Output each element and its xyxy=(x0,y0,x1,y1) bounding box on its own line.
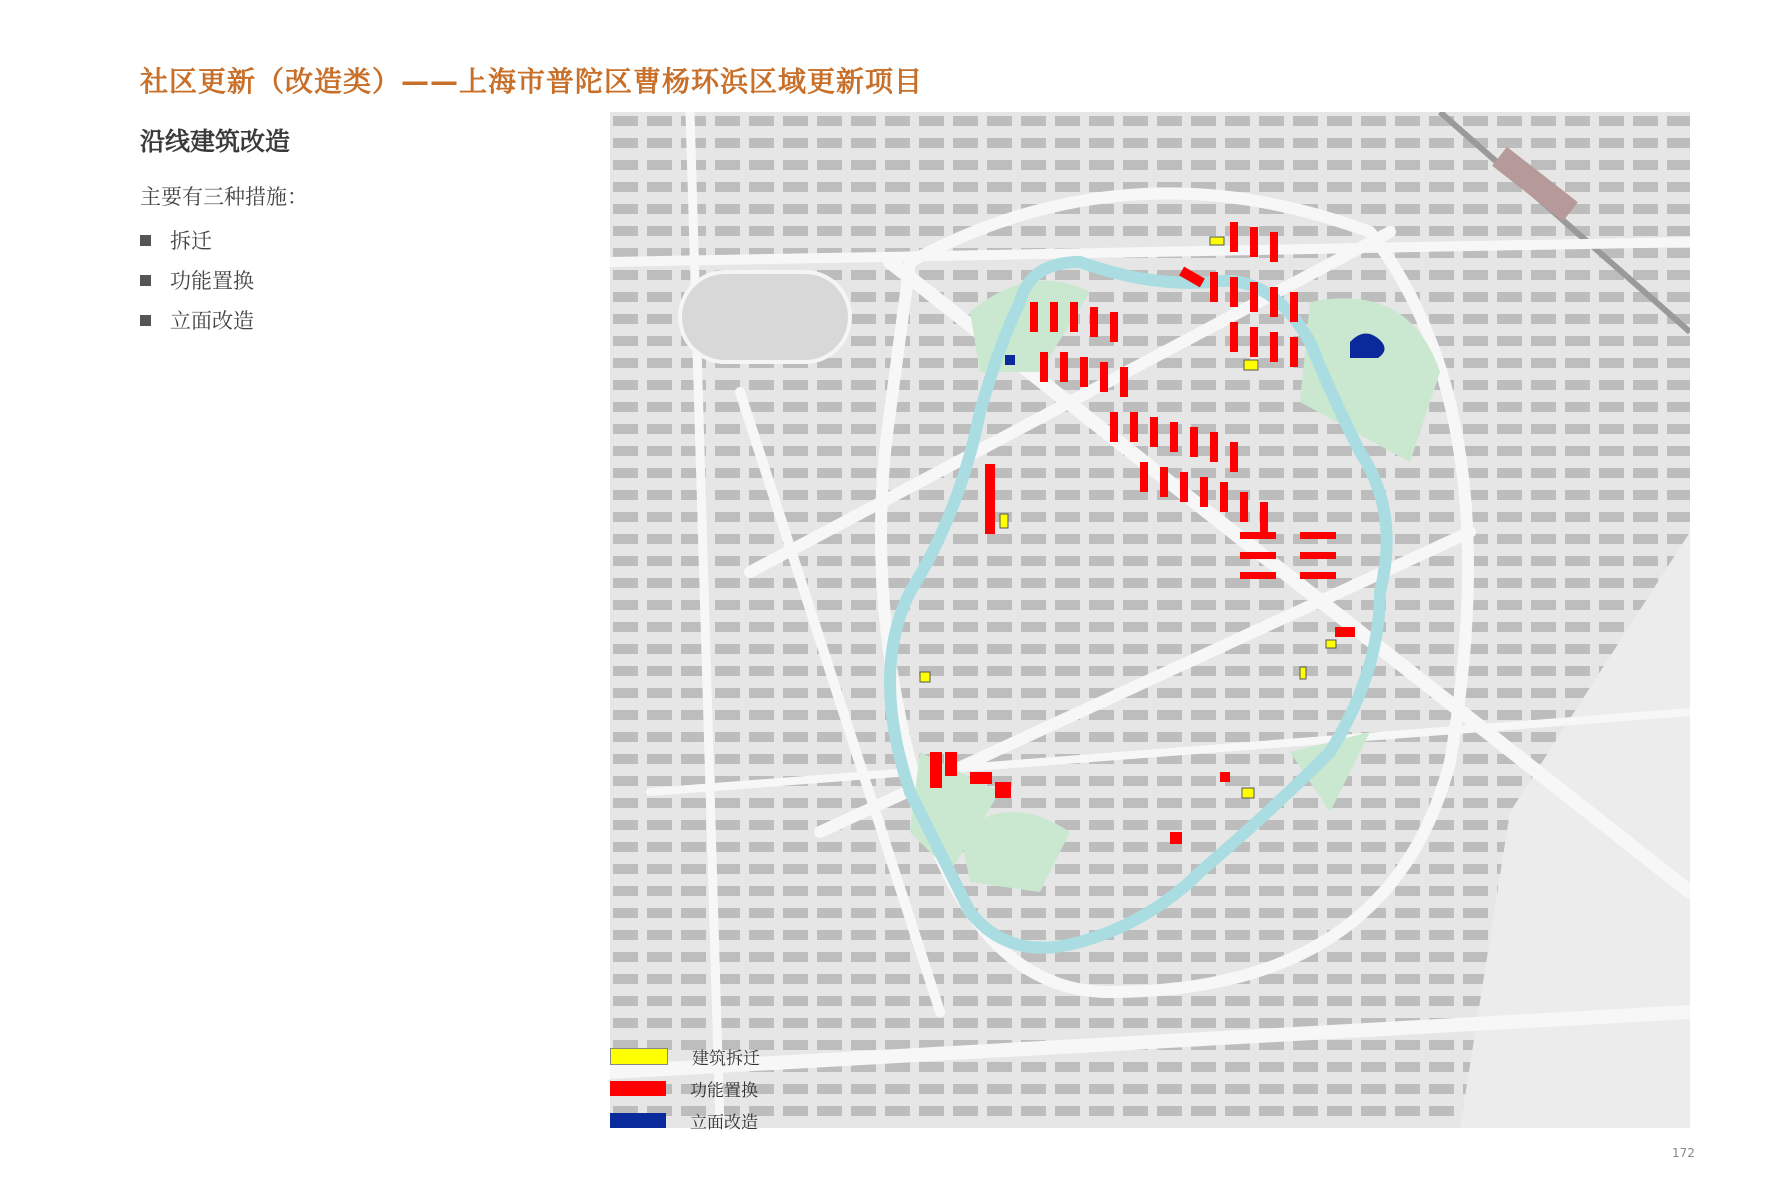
section-subtitle: 沿线建筑改造 xyxy=(140,127,291,156)
building-replacement xyxy=(1210,272,1218,302)
building-replacement xyxy=(1270,287,1278,317)
building-replacement xyxy=(1300,572,1336,579)
building-replacement xyxy=(1335,627,1355,637)
building-replacement xyxy=(1240,552,1276,559)
building-replacement xyxy=(995,782,1011,798)
measure-list xyxy=(140,220,254,340)
measure-label: 功能置换 xyxy=(170,269,254,293)
bullet-square-icon xyxy=(140,275,151,286)
legend-swatch-yellow xyxy=(610,1048,668,1065)
building-demolition xyxy=(920,672,930,682)
building-replacement xyxy=(1110,412,1118,442)
building-demolition xyxy=(1242,788,1254,798)
building-replacement xyxy=(1100,362,1108,392)
building-replacement xyxy=(1290,337,1298,367)
building-replacement xyxy=(1260,502,1268,532)
building-replacement xyxy=(1170,422,1178,452)
building-replacement xyxy=(1060,352,1068,382)
measure-item xyxy=(140,260,254,300)
page-number: 172 xyxy=(1672,1146,1695,1160)
sports-field xyxy=(680,272,850,362)
building-replacement xyxy=(1290,292,1298,322)
intro-text: 主要有三种措施： xyxy=(140,185,308,209)
building-replacement xyxy=(1230,277,1238,307)
building-replacement xyxy=(1090,307,1098,337)
bullet-square-icon xyxy=(140,235,151,246)
building-replacement xyxy=(1080,357,1088,387)
building-replacement xyxy=(1180,472,1188,502)
building-replacement xyxy=(1230,442,1238,472)
building-replacement xyxy=(1110,312,1118,342)
building-replacement xyxy=(1250,282,1258,312)
building-replacement xyxy=(1240,492,1248,522)
building-replacement xyxy=(945,752,957,776)
building-replacement xyxy=(1050,302,1058,332)
building-replacement xyxy=(1160,467,1168,497)
bullet-square-icon xyxy=(140,315,151,326)
building-replacement xyxy=(1270,232,1278,262)
building-replacement xyxy=(1300,552,1336,559)
legend-label: 立面改造 xyxy=(690,1112,758,1133)
building-replacement xyxy=(1190,427,1198,457)
building-demolition xyxy=(1244,360,1258,370)
building-replacement xyxy=(1240,572,1276,579)
page-title: 社区更新（改造类）——上海市普陀区曹杨环浜区域更新项目 xyxy=(140,65,924,98)
building-replacement xyxy=(1220,482,1228,512)
site-map xyxy=(610,112,1690,1128)
building-replacement xyxy=(1140,462,1148,492)
legend-label: 建筑拆迁 xyxy=(692,1048,760,1069)
building-replacement xyxy=(1150,417,1158,447)
legend-swatch-blue xyxy=(610,1113,666,1128)
map-legend xyxy=(610,1040,760,1136)
building-facade xyxy=(1005,355,1015,365)
building-replacement xyxy=(970,772,992,784)
building-replacement xyxy=(1200,477,1208,507)
building-replacement xyxy=(1230,322,1238,352)
building-replacement xyxy=(1240,532,1276,539)
building-replacement xyxy=(1230,222,1238,252)
legend-swatch-red xyxy=(610,1081,666,1096)
legend-item-demolition xyxy=(610,1040,760,1072)
building-replacement xyxy=(1250,227,1258,257)
measure-label: 拆迁 xyxy=(170,229,212,253)
building-replacement xyxy=(1030,302,1038,332)
building-demolition xyxy=(1326,640,1336,648)
building-replacement xyxy=(1130,412,1138,442)
legend-item-function-replacement xyxy=(610,1072,760,1104)
building-replacement xyxy=(1040,352,1048,382)
building-replacement xyxy=(1070,302,1078,332)
building-replacement xyxy=(1300,532,1336,539)
measure-label: 立面改造 xyxy=(170,309,254,333)
building-demolition xyxy=(1000,514,1008,528)
measure-item xyxy=(140,300,254,340)
building-replacement xyxy=(930,752,942,788)
building-demolition xyxy=(1210,237,1224,245)
building-replacement xyxy=(1220,772,1230,782)
building-replacement xyxy=(1120,367,1128,397)
building-replacement xyxy=(1270,332,1278,362)
building-replacement xyxy=(1250,327,1258,357)
building-replacement xyxy=(985,464,995,534)
building-demolition xyxy=(1300,667,1306,679)
building-replacement xyxy=(1210,432,1218,462)
legend-label: 功能置换 xyxy=(690,1080,758,1101)
building-replacement xyxy=(1170,832,1182,844)
legend-item-facade-renovation xyxy=(610,1104,760,1136)
measure-item xyxy=(140,220,254,260)
